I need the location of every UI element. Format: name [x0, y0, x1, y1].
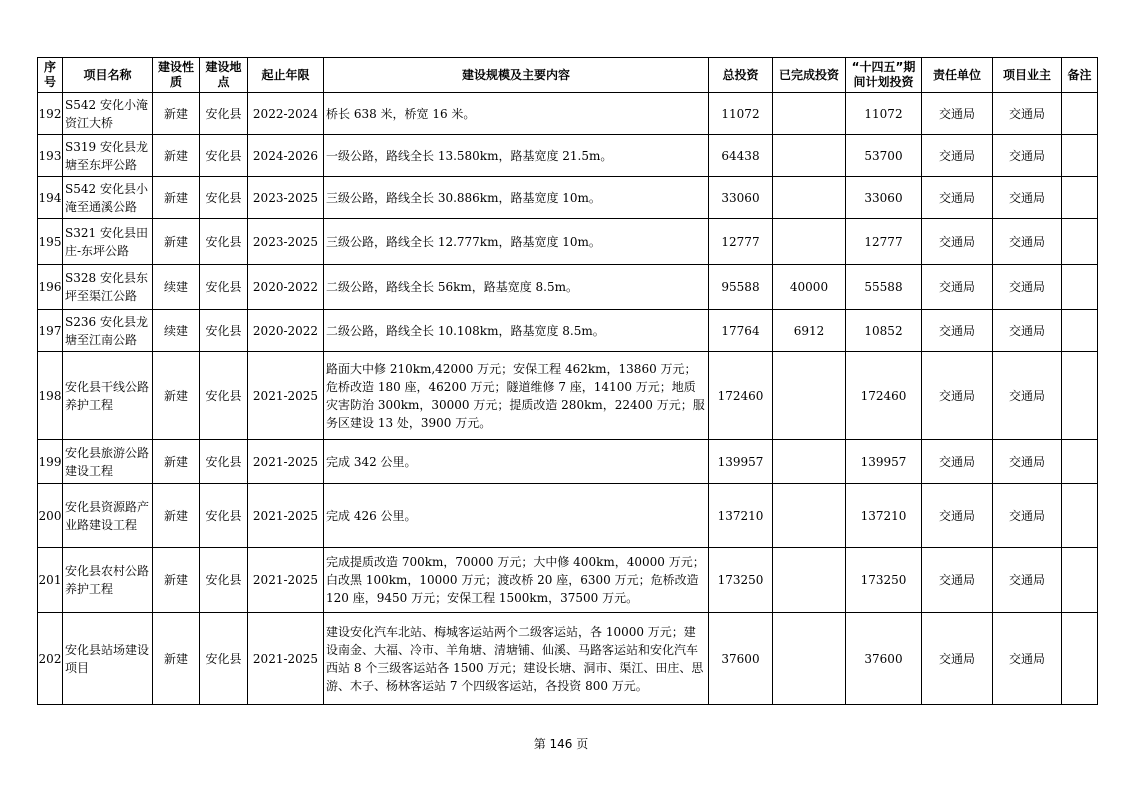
cell-nature: 新建 — [153, 484, 200, 548]
cell-total: 37600 — [709, 613, 773, 705]
table-row — [38, 613, 1098, 705]
cell-content: 完成 426 公里。 — [324, 484, 709, 548]
cell-total: 33060 — [709, 177, 773, 219]
cell-owner: 交通局 — [993, 352, 1062, 440]
cell-responsible: 交通局 — [922, 440, 993, 484]
cell-note — [1062, 93, 1098, 135]
cell-content: 路面大中修 210km,42000 万元；安保工程 462km，13860 万元；危桥改造 180 座，46200 万元；隧道维修 7 座，14100 万元；地质灾害防治 300km，30000 万元；提质改造 280km，22400 万元；服务区建设 13 处，3900 万元。 — [324, 352, 709, 440]
cell-plan: 33060 — [846, 177, 922, 219]
cell-note — [1062, 440, 1098, 484]
cell-note — [1062, 265, 1098, 310]
cell-period: 2020-2022 — [248, 265, 324, 310]
cell-content: 建设安化汽车北站、梅城客运站两个二级客运站，各 10000 万元；建设南金、大福、冷市、羊角塘、清塘铺、仙溪、马路客运站和安化汽车西站 8 个三级客运站各 1500 万元；建设长塘、洞市、渠江、田庄、思游、木子、杨林客运站 7 个四级客运站，各投资 800 万元。 — [324, 613, 709, 705]
cell-name: S328 安化县东坪至渠江公路 — [63, 265, 153, 310]
cell-location: 安化县 — [200, 613, 248, 705]
cell-location: 安化县 — [200, 352, 248, 440]
cell-owner: 交通局 — [993, 219, 1062, 265]
cell-nature: 新建 — [153, 440, 200, 484]
cell-nature: 新建 — [153, 352, 200, 440]
cell-nature: 新建 — [153, 548, 200, 613]
cell-period: 2023-2025 — [248, 219, 324, 265]
cell-name: 安化县农村公路养护工程 — [63, 548, 153, 613]
table-row — [38, 440, 1098, 484]
cell-seq: 200 — [38, 484, 63, 548]
cell-completed — [773, 484, 846, 548]
cell-responsible: 交通局 — [922, 265, 993, 310]
cell-location: 安化县 — [200, 219, 248, 265]
cell-name: 安化县旅游公路建设工程 — [63, 440, 153, 484]
cell-total: 12777 — [709, 219, 773, 265]
cell-owner: 交通局 — [993, 135, 1062, 177]
cell-seq: 198 — [38, 352, 63, 440]
table-row — [38, 135, 1098, 177]
header-total: 总投资 — [709, 58, 773, 93]
cell-owner: 交通局 — [993, 177, 1062, 219]
cell-plan: 172460 — [846, 352, 922, 440]
cell-period: 2024-2026 — [248, 135, 324, 177]
table-row — [38, 310, 1098, 352]
cell-total: 139957 — [709, 440, 773, 484]
header-name: 项目名称 — [63, 58, 153, 93]
cell-name: S542 安化县小淹至通溪公路 — [63, 177, 153, 219]
cell-responsible: 交通局 — [922, 93, 993, 135]
cell-period: 2021-2025 — [248, 613, 324, 705]
cell-seq: 193 — [38, 135, 63, 177]
cell-location: 安化县 — [200, 135, 248, 177]
cell-name: 安化县站场建设项目 — [63, 613, 153, 705]
header-period: 起止年限 — [248, 58, 324, 93]
cell-owner: 交通局 — [993, 93, 1062, 135]
cell-completed — [773, 548, 846, 613]
cell-content: 三级公路，路线全长 30.886km，路基宽度 10m。 — [324, 177, 709, 219]
table-row — [38, 177, 1098, 219]
cell-total: 95588 — [709, 265, 773, 310]
table-row — [38, 352, 1098, 440]
cell-completed — [773, 440, 846, 484]
cell-owner: 交通局 — [993, 548, 1062, 613]
cell-plan: 137210 — [846, 484, 922, 548]
header-seq: 序号 — [38, 58, 63, 93]
cell-seq: 201 — [38, 548, 63, 613]
cell-total: 17764 — [709, 310, 773, 352]
cell-content: 三级公路，路线全长 12.777km，路基宽度 10m。 — [324, 219, 709, 265]
cell-name: 安化县干线公路养护工程 — [63, 352, 153, 440]
cell-seq: 192 — [38, 93, 63, 135]
cell-location: 安化县 — [200, 484, 248, 548]
cell-total: 11072 — [709, 93, 773, 135]
cell-owner: 交通局 — [993, 440, 1062, 484]
cell-responsible: 交通局 — [922, 352, 993, 440]
cell-seq: 194 — [38, 177, 63, 219]
cell-note — [1062, 548, 1098, 613]
cell-period: 2021-2025 — [248, 352, 324, 440]
cell-nature: 新建 — [153, 613, 200, 705]
header-owner: 项目业主 — [993, 58, 1062, 93]
header-row — [38, 58, 1098, 93]
table-row — [38, 265, 1098, 310]
cell-responsible: 交通局 — [922, 613, 993, 705]
cell-plan: 55588 — [846, 265, 922, 310]
cell-content: 完成 342 公里。 — [324, 440, 709, 484]
cell-responsible: 交通局 — [922, 219, 993, 265]
cell-period: 2023-2025 — [248, 177, 324, 219]
project-table — [37, 57, 1098, 705]
cell-completed: 40000 — [773, 265, 846, 310]
cell-nature: 新建 — [153, 135, 200, 177]
cell-location: 安化县 — [200, 440, 248, 484]
cell-completed — [773, 352, 846, 440]
cell-nature: 续建 — [153, 310, 200, 352]
table-row — [38, 548, 1098, 613]
cell-note — [1062, 219, 1098, 265]
cell-note — [1062, 613, 1098, 705]
cell-seq: 202 — [38, 613, 63, 705]
cell-plan: 173250 — [846, 548, 922, 613]
cell-content: 桥长 638 米，桥宽 16 米。 — [324, 93, 709, 135]
cell-location: 安化县 — [200, 177, 248, 219]
cell-period: 2021-2025 — [248, 440, 324, 484]
cell-location: 安化县 — [200, 548, 248, 613]
header-nature: 建设性质 — [153, 58, 200, 93]
table-row — [38, 93, 1098, 135]
cell-owner: 交通局 — [993, 265, 1062, 310]
header-note: 备注 — [1062, 58, 1098, 93]
cell-content: 二级公路，路线全长 56km，路基宽度 8.5m。 — [324, 265, 709, 310]
cell-note — [1062, 177, 1098, 219]
cell-total: 137210 — [709, 484, 773, 548]
cell-period: 2022-2024 — [248, 93, 324, 135]
cell-location: 安化县 — [200, 93, 248, 135]
cell-completed — [773, 613, 846, 705]
cell-owner: 交通局 — [993, 310, 1062, 352]
cell-responsible: 交通局 — [922, 548, 993, 613]
cell-name: S236 安化县龙塘至江南公路 — [63, 310, 153, 352]
cell-total: 172460 — [709, 352, 773, 440]
cell-seq: 197 — [38, 310, 63, 352]
cell-total: 173250 — [709, 548, 773, 613]
table-body — [38, 93, 1098, 705]
cell-responsible: 交通局 — [922, 484, 993, 548]
table-row — [38, 219, 1098, 265]
cell-note — [1062, 310, 1098, 352]
cell-seq: 195 — [38, 219, 63, 265]
cell-seq: 196 — [38, 265, 63, 310]
header-responsible: 责任单位 — [922, 58, 993, 93]
cell-plan: 53700 — [846, 135, 922, 177]
cell-owner: 交通局 — [993, 613, 1062, 705]
cell-plan: 10852 — [846, 310, 922, 352]
page-number: 第 146 页 — [533, 737, 589, 751]
cell-content: 一级公路，路线全长 13.580km，路基宽度 21.5m。 — [324, 135, 709, 177]
cell-name: S321 安化县田庄-东坪公路 — [63, 219, 153, 265]
cell-completed — [773, 93, 846, 135]
cell-name: 安化县资源路产业路建设工程 — [63, 484, 153, 548]
cell-responsible: 交通局 — [922, 177, 993, 219]
header-content: 建设规模及主要内容 — [324, 58, 709, 93]
cell-completed — [773, 135, 846, 177]
cell-note — [1062, 484, 1098, 548]
cell-period: 2021-2025 — [248, 484, 324, 548]
cell-responsible: 交通局 — [922, 310, 993, 352]
header-location: 建设地点 — [200, 58, 248, 93]
table-row — [38, 484, 1098, 548]
cell-plan: 139957 — [846, 440, 922, 484]
cell-plan: 11072 — [846, 93, 922, 135]
cell-content: 二级公路，路线全长 10.108km，路基宽度 8.5m。 — [324, 310, 709, 352]
cell-plan: 37600 — [846, 613, 922, 705]
cell-nature: 新建 — [153, 219, 200, 265]
cell-note — [1062, 135, 1098, 177]
cell-nature: 新建 — [153, 177, 200, 219]
cell-note — [1062, 352, 1098, 440]
cell-location: 安化县 — [200, 310, 248, 352]
cell-completed: 6912 — [773, 310, 846, 352]
cell-nature: 续建 — [153, 265, 200, 310]
cell-content: 完成提质改造 700km，70000 万元；大中修 400km，40000 万元；白改黑 100km，10000 万元；渡改桥 20 座，6300 万元；危桥改造 120 座，9450 万元；安保工程 1500km，37500 万元。 — [324, 548, 709, 613]
cell-period: 2020-2022 — [248, 310, 324, 352]
cell-responsible: 交通局 — [922, 135, 993, 177]
cell-completed — [773, 177, 846, 219]
cell-name: S542 安化小淹资江大桥 — [63, 93, 153, 135]
cell-nature: 新建 — [153, 93, 200, 135]
cell-plan: 12777 — [846, 219, 922, 265]
header-plan: “十四五”期间计划投资 — [846, 58, 922, 93]
cell-name: S319 安化县龙塘至东坪公路 — [63, 135, 153, 177]
cell-total: 64438 — [709, 135, 773, 177]
header-completed: 已完成投资 — [773, 58, 846, 93]
cell-completed — [773, 219, 846, 265]
cell-location: 安化县 — [200, 265, 248, 310]
cell-seq: 199 — [38, 440, 63, 484]
cell-period: 2021-2025 — [248, 548, 324, 613]
cell-owner: 交通局 — [993, 484, 1062, 548]
